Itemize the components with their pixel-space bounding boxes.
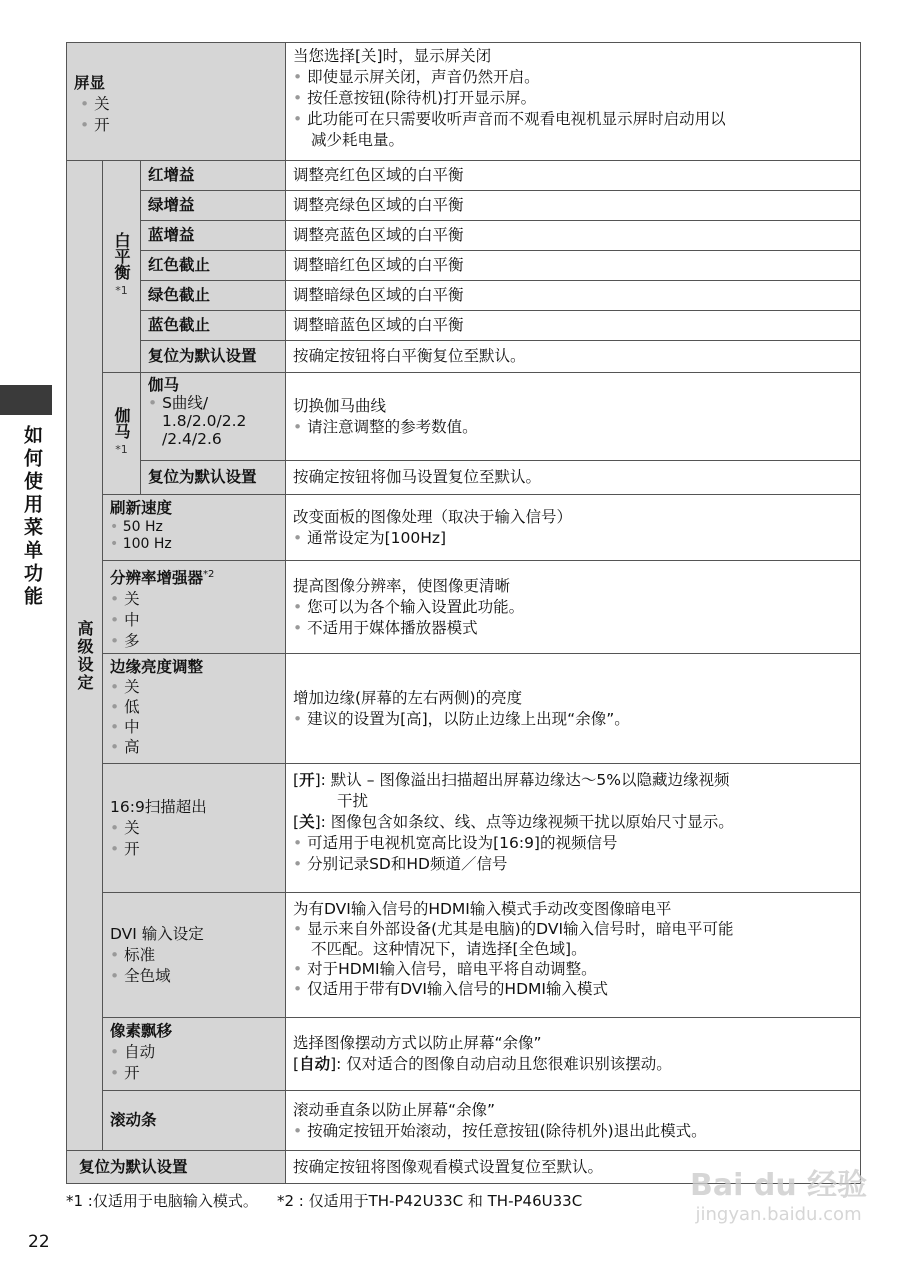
gamma-desc: [285, 372, 861, 461]
text: 多: [124, 632, 140, 651]
text: 全色域: [124, 966, 171, 985]
text: 通常设定为[100Hz]: [307, 528, 447, 547]
text: 改变面板的图像处理（取决于输入信号）: [293, 507, 573, 526]
screen-label-cell: [66, 42, 286, 161]
text: 关: [124, 818, 140, 837]
list-item: [110, 610, 278, 631]
text: 红色截止: [148, 256, 211, 274]
list-item: [293, 67, 853, 88]
list-item: [293, 979, 853, 999]
text: 调整亮红色区域的白平衡: [293, 166, 464, 184]
wb-desc-cell: [285, 160, 861, 191]
text: 按任意按钮(除待机)打开显示屏。: [307, 89, 537, 107]
text: 请注意调整的参考数值。: [307, 417, 478, 436]
text: 低: [124, 698, 140, 716]
text: 滚动垂直条以防止屏幕“余像”: [293, 1100, 496, 1119]
text: 选择图像摆动方式以防止屏幕“余像”: [293, 1034, 542, 1052]
list-item: [110, 697, 278, 717]
text: 刷新速度: [110, 499, 173, 517]
refresh-label-cell: [102, 494, 286, 561]
gamma-label-cell: [140, 372, 286, 461]
wb-desc-cell: [285, 340, 861, 373]
dvi-desc: [285, 892, 861, 1018]
resolution-label-cell: [102, 560, 286, 654]
text: Bai du 经验: [690, 1168, 868, 1203]
list-item: [293, 959, 853, 979]
list-item: [110, 966, 278, 987]
text: [开]: 默认 – 图像溢出扫描超出屏幕边缘达～5%以隐藏边缘视频: [293, 771, 730, 789]
text: 伽马: [112, 407, 131, 439]
wb-label-cell: [140, 160, 286, 191]
wb-desc-cell: [285, 190, 861, 221]
text: 按确定按钮开始滚动，按任意按钮(除待机外)退出此模式。: [307, 1121, 707, 1140]
text: *1: [115, 443, 128, 456]
text: 16:9扫描超出: [110, 797, 207, 816]
wb-label-cell: [140, 220, 286, 251]
screen-label: 屏显: [74, 74, 106, 92]
scroll-label-cell: [102, 1090, 286, 1151]
text: 对于HDMI输入信号，暗电平将自动调整。: [307, 960, 597, 978]
wb-label-cell: [140, 340, 286, 373]
text: 复位为默认设置: [148, 347, 257, 365]
text: 不匹配。这种情况下，请选择[全色域]。: [311, 940, 587, 958]
text: 仅适用于带有DVI输入信号的HDMI输入模式: [307, 980, 608, 998]
text: 100 Hz: [122, 536, 172, 552]
list-item: [110, 519, 278, 536]
screen-desc: [285, 42, 861, 161]
text: 提高图像分辨率，使图像更清晰: [293, 576, 511, 595]
text: 开: [124, 839, 140, 858]
text: 建议的设置为[高]，以防止边缘上出现“余像”。: [307, 709, 630, 728]
text: 调整亮绿色区域的白平衡: [293, 196, 464, 214]
advanced-group-cell: [66, 160, 103, 1151]
text: 当您选择[关]时，显示屏关闭: [293, 47, 492, 65]
text: 您可以为各个输入设置此功能。: [307, 597, 525, 616]
text: 干扰: [337, 792, 369, 810]
text: 自动: [124, 1043, 156, 1061]
list-item: [110, 631, 278, 652]
text: 可适用于电视机宽高比设为[16:9]的视频信号: [307, 834, 618, 852]
text: 图像包含如条纹、线、点等边缘视频干扰以原始尺寸显示。: [330, 813, 734, 831]
list-item: [293, 833, 853, 854]
text: 绿色截止: [148, 286, 211, 304]
list-item: [110, 945, 278, 966]
page-number: 22: [28, 1232, 50, 1252]
text: 调整亮蓝色区域的白平衡: [293, 226, 464, 244]
list-item: [110, 737, 278, 757]
text: 滚动条: [110, 1111, 157, 1129]
list-item: [110, 839, 278, 860]
wb-desc-cell: [285, 220, 861, 251]
list-item: [293, 1121, 853, 1142]
baidu-watermark: [690, 1160, 867, 1225]
text: [关]: 图像包含如条纹、线、点等边缘视频干扰以原始尺寸显示。: [293, 813, 734, 831]
wb-desc-cell: [285, 250, 861, 281]
text: 开: [94, 116, 110, 134]
wb-label-cell: [140, 310, 286, 341]
text: 此功能可在只需要收听声音而不观看电视机显示屏时启动用以: [307, 110, 726, 128]
refresh-desc: [285, 494, 861, 561]
text: 开: [299, 771, 315, 789]
text: 蓝增益: [148, 226, 195, 244]
list-item: [110, 1042, 278, 1063]
text: 开: [124, 1064, 140, 1082]
text: 标准: [124, 945, 156, 964]
text: 关: [124, 590, 140, 609]
footnote-2: *2 : 仅适用于TH-P42U33C 和 TH-P46U33C: [276, 1192, 583, 1210]
text: 按确定按钮将伽马设置复位至默认。: [293, 468, 542, 486]
text: 蓝色截止: [148, 316, 211, 334]
gamma-reset-label: [140, 460, 286, 495]
text: 调整暗红色区域的白平衡: [293, 256, 464, 274]
opt: [74, 115, 278, 136]
list-item: [293, 109, 853, 130]
text: 中: [124, 718, 140, 736]
text: [110, 564, 278, 589]
text: 伽马: [148, 376, 180, 394]
wb-label-cell: [140, 190, 286, 221]
text: 调整暗绿色区域的白平衡: [293, 286, 464, 304]
text: 关: [124, 678, 140, 696]
text: /2.4/2.6: [162, 430, 222, 448]
edge-label-cell: [102, 653, 286, 764]
side-tab-marker: [0, 385, 52, 415]
list-item: [293, 854, 853, 875]
list-item: [293, 88, 853, 109]
text: 50 Hz: [122, 519, 163, 535]
list-item: [110, 717, 278, 737]
gamma-reset-desc: [285, 460, 861, 495]
list-item: [148, 394, 278, 412]
text: 默认 – 图像溢出扫描超出屏幕边缘达～5%以隐藏边缘视频: [330, 771, 730, 789]
footnote-1: *1 :仅适用于电脑输入模式。: [66, 1192, 258, 1210]
text: 即使显示屏关闭，声音仍然开启。: [307, 68, 540, 86]
resolution-desc: [285, 560, 861, 654]
list-item: [293, 709, 853, 730]
reset-label-cell: [66, 1150, 286, 1184]
text: 调整暗蓝色区域的白平衡: [293, 316, 464, 334]
list-item: [293, 919, 853, 939]
text: S曲线/: [162, 394, 209, 412]
dvi-label-cell: [102, 892, 286, 1018]
pixel-desc: [285, 1017, 861, 1091]
text: 1.8/2.0/2.2: [162, 412, 247, 430]
wb-label-cell: [140, 250, 286, 281]
text: *1: [115, 284, 128, 297]
text: 分辨率增强器: [110, 569, 204, 588]
text: 关: [299, 813, 315, 831]
text: DVI 输入设定: [110, 924, 204, 943]
edge-desc: [285, 653, 861, 764]
list-item: [293, 597, 853, 618]
text: 中: [124, 611, 140, 630]
text: 仅对适合的图像自动启动且您很难识别该摆动。: [346, 1055, 672, 1073]
wb-group-cell: [102, 160, 141, 373]
scroll-desc: [285, 1090, 861, 1151]
text: 为有DVI输入信号的HDMI输入模式手动改变图像暗电平: [293, 900, 672, 918]
text: 显示来自外部设备(尤其是电脑)的DVI输入信号时，暗电平可能: [307, 920, 734, 938]
text: 像素飘移: [110, 1022, 173, 1040]
text: 增加边缘(屏幕的左右两侧)的亮度: [293, 688, 523, 707]
list-item: [110, 589, 278, 610]
text: 绿增益: [148, 196, 195, 214]
list-item: [293, 618, 853, 639]
overscan-label-cell: [102, 763, 286, 893]
wb-desc-cell: [285, 310, 861, 341]
opt: [74, 94, 278, 115]
text: 按确定按钮将白平衡复位至默认。: [293, 347, 526, 365]
footnotes: [66, 1190, 582, 1211]
text: 关: [94, 95, 110, 113]
side-tab-title: 如何使用菜单功能: [21, 425, 43, 609]
text: [自动]: 仅对适合的图像自动启动且您很难识别该摆动。: [293, 1055, 672, 1073]
pixel-label-cell: [102, 1017, 286, 1091]
text: *2: [203, 569, 215, 580]
list-item: [110, 677, 278, 697]
text: 边缘亮度调整: [110, 658, 204, 676]
text: 复位为默认设置: [148, 468, 257, 486]
text: 红增益: [148, 166, 195, 184]
overscan-desc: [285, 763, 861, 893]
text: 按确定按钮将图像观看模式设置复位至默认。: [293, 1157, 604, 1176]
text: 切换伽马曲线: [293, 396, 387, 415]
list-item: [110, 1063, 278, 1084]
wb-label-cell: [140, 280, 286, 311]
text: 不适用于媒体播放器模式: [307, 618, 478, 637]
text: 复位为默认设置: [79, 1157, 188, 1176]
list-item: [110, 536, 278, 553]
advanced-label: 高级设定: [75, 619, 94, 692]
text: 白平衡: [112, 232, 131, 280]
list-item: [293, 417, 853, 438]
wb-desc-cell: [285, 280, 861, 311]
list-item: [110, 818, 278, 839]
text: jingyan.baidu.com: [695, 1204, 862, 1225]
gamma-group-cell: [102, 372, 141, 495]
text: 减少耗电量。: [311, 131, 405, 149]
list-item: [293, 528, 853, 549]
text: 分别记录SD和HD频道／信号: [307, 855, 508, 873]
text: 自动: [299, 1055, 331, 1073]
text: 高: [124, 738, 140, 756]
